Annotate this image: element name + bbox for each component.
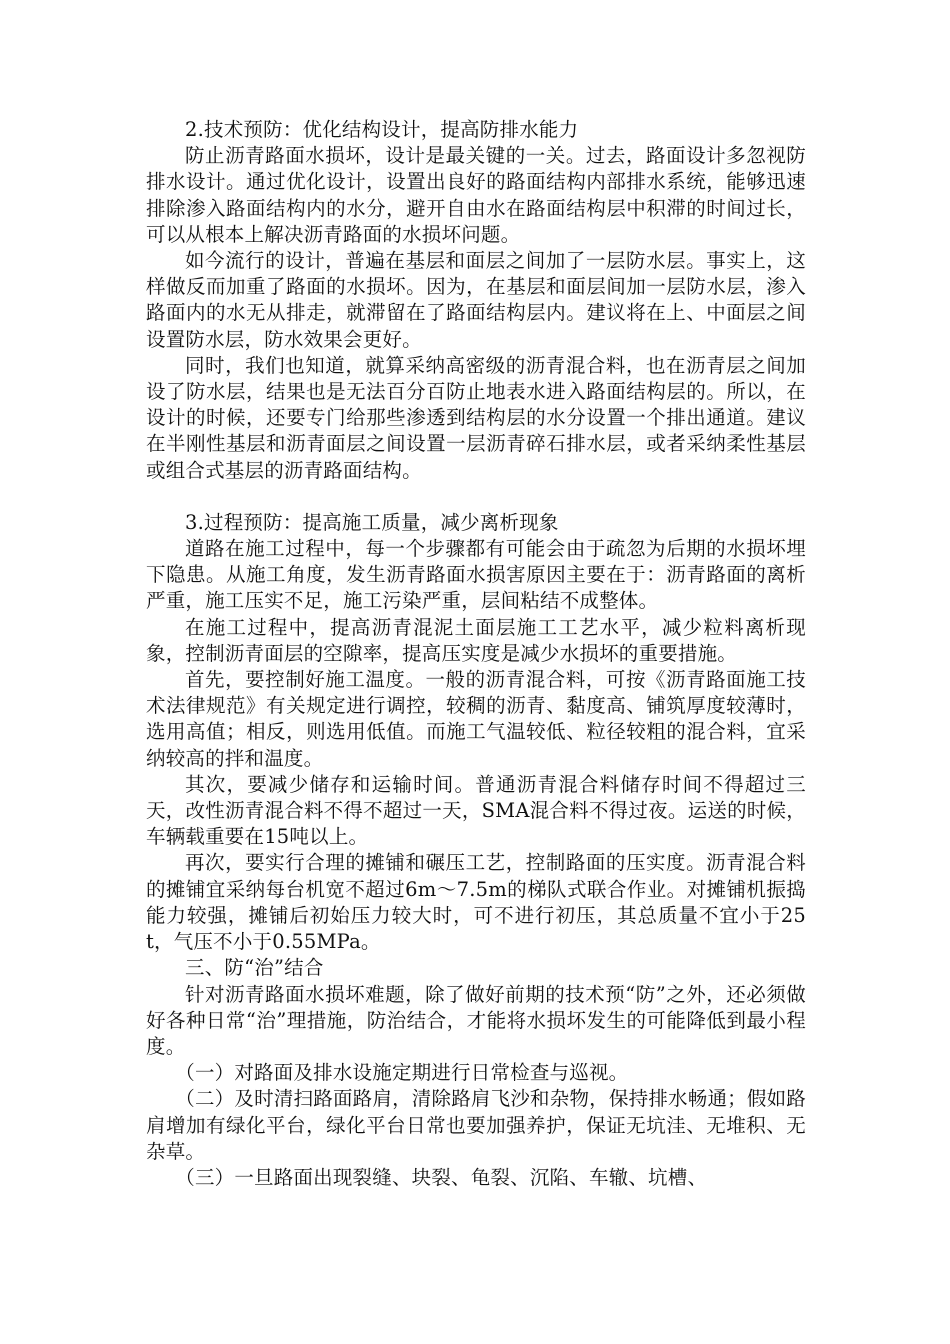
section-three-heading: 三、防“治”结合 (185, 956, 324, 980)
section-2-paragraph-3: 同时，我们也知道，就算采纳高密级的沥青混合料，也在沥青层之间加设了防水层，结果也是无法百分百防止地表水进入路面结构层的。所以，在设计的时候，还要专门给那些渗透到结构层的水分设置一个排出通道。建议在半刚性基层和沥青面层之间设置一层沥青碎石排水层，或者采纳柔性基层或组合式基层的沥青路面结构。 (146, 353, 806, 482)
section-spacer (146, 484, 806, 510)
section-3-paragraph-1: 道路在施工过程中，每一个步骤都有可能会由于疏忽为后期的水损坏埋下隐患。从施工角度，发生沥青路面水损害原因主要在于：沥青路面的离析严重，施工压实不足，施工污染严重，层间粘结不成整体。 (146, 537, 806, 613)
section-3-heading: 3.过程预防：提高施工质量，减少离析现象 (185, 510, 559, 534)
section-3-paragraph-5: 再次，要实行合理的摊铺和碾压工艺，控制路面的压实度。沥青混合料的摊铺宜采纳每台机宽不超过6m～7.5m的梯队式联合作业。对摊铺机振捣能力较强，摊铺后初始压力较大时，可不进行初压，其总质量不宜小于25t，气压不小于0.55MPa。 (146, 851, 806, 954)
section-2-paragraph-1: 防止沥青路面水损坏，设计是最关键的一关。过去，路面设计多忽视防排水设计。通过优化设计，设置出良好的路面结构内部排水系统，能够迅速排除渗入路面结构内的水分，避开自由水在路面结构层中积滞的时间过长，可以从根本上解决沥青路面的水损坏问题。 (146, 144, 806, 246)
section-2-heading: 2.技术预防：优化结构设计，提高防排水能力 (185, 118, 579, 141)
section-3-paragraph-3: 首先，要控制好施工温度。一般的沥青混合料，可按《沥青路面施工技术法律规范》有关规定进行调控，较稠的沥青、黏度高、铺筑厚度较薄时，选用高值；相反，则选用低值。而施工气温较低、粒径较粗的混合料，宜采纳较高的拌和温度。 (146, 668, 806, 770)
section-three-intro: 针对沥青路面水损坏难题，除了做好前期的技术预“防”之外，还必须做好各种日常“治”理措施，防治结合，才能将水损坏发生的可能降低到最小程度。 (146, 982, 806, 1058)
list-item-1: （一）对路面及排水设施定期进行日常检查与巡视。 (175, 1061, 629, 1085)
list-item-2: （二）及时清扫路面路肩，清除路肩飞沙和杂物，保持排水畅通；假如路肩增加有绿化平台，绿化平台日常也要加强养护，保证无坑洼、无堆积、无杂草。 (146, 1087, 806, 1163)
section-3-paragraph-4: 其次，要减少储存和运输时间。普通沥青混合料储存时间不得超过三天，改性沥青混合料不得不超过一天，SMA混合料不得过夜。运送的时候，车辆载重要在15吨以上。 (146, 772, 806, 849)
section-2-paragraph-2: 如今流行的设计，普遍在基层和面层之间加了一层防水层。事实上，这样做反而加重了路面的水损坏。因为，在基层和面层间加一层防水层，渗入路面内的水无从排走，就滞留在了路面结构层内。建议将在上、中面层之间设置防水层，防水效果会更好。 (146, 249, 806, 351)
document-page (146, 117, 806, 1191)
section-3-paragraph-2: 在施工过程中，提高沥青混泥土面层施工工艺水平，减少粒料离析现象，控制沥青面层的空隙率，提高压实度是减少水损坏的重要措施。 (146, 615, 806, 665)
list-item-3: （三）一旦路面出现裂缝、块裂、龟裂、沉陷、车辙、坑槽、 (175, 1165, 708, 1189)
